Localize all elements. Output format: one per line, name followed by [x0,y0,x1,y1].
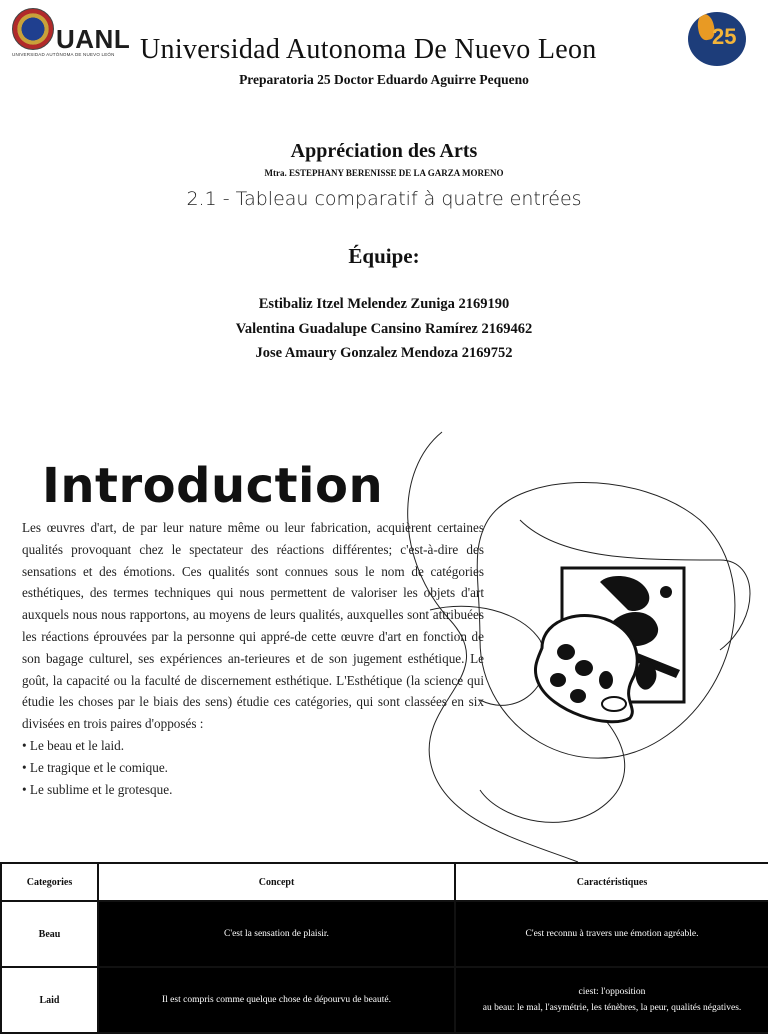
characteristics-cell: C'est reconnu à travers une émotion agréable. [455,901,768,967]
table-row [1,967,768,1033]
uanl-logo-text: UANL [56,24,131,54]
concept-cell: Il est compris comme quelque chose de dépourvu de beauté. [98,967,455,1033]
team-member: Estibaliz Itzel Melendez Zuniga 2169190 [258,296,510,312]
comparison-table [0,862,768,1034]
team-members [0,292,768,366]
list-item: • Le sublime et le grotesque. [22,779,484,801]
category-cell: Laid [1,967,98,1033]
teacher-name: Mtra. ESTEPHANY BERENISSE DE LA GARZA MORENO [264,168,504,178]
characteristics-cell: ciest: l'opposition au beau: le mal, l'asymétrie, les ténèbres, la peur, qualités négatives. [455,967,768,1033]
uanl-logo-subtitle: UNIVERSIDAD AUTÓNOMA DE NUEVO LEÓN [12,52,115,57]
concept-cell: C'est la sensation de plaisir. [98,901,455,967]
course-title: Appréciation des Arts [290,140,478,162]
paint-palette-icon [530,562,702,724]
school-name: Preparatoria 25 Doctor Eduardo Aguirre Pequeno [239,72,529,87]
introduction-body [22,517,484,800]
header-characteristics: Caractéristiques [455,863,768,901]
prepa-25-number: 25 [712,24,737,49]
list-item: • Le tragique et le comique. [22,757,484,779]
uanl-logo [12,8,131,64]
table-header-row [1,863,768,901]
header-categories: Categories [1,863,98,901]
list-item: • Le beau et le laid. [22,735,484,757]
team-heading: Équipe: [348,244,420,268]
introduction-heading: Introduction [42,458,384,514]
category-cell: Beau [1,901,98,967]
team-member: Valentina Guadalupe Cansino Ramírez 2169462 [235,320,533,337]
table-row [1,901,768,967]
header-concept: Concept [98,863,455,901]
introduction-paragraph: Les œuvres d'art, de par leur nature même ou leur fabrication, acquièrent certaines qualités provoquant chez le spectateur des réactions différentes; c'est-à-dire des sensations et des émotions. Ces qualités sont connues sous le nom de catégories esthétiques, des termes techniques qui nous permettent de valoriser les objets d'art auxquels nous nous rapportons, au moyens de leurs qualités, auxquelles sont attribuées les réactions éprouvées par la personne qui appré-de cette œuvre d'art en fonction de son bagage culturel, ses expériences an-terieures et de son jugement esthétique. Le goût, la capacité ou la faculté de discernement esthétique. L'Esthétique (la science qui étudie les choses par le biais des sens) étudie ces catégories, qui sont classées en six divisées en trois paires d'opposés : [22,520,484,732]
activity-title: 2.1 - Tableau comparatif à quatre entrées [186,188,582,210]
team-member: Jose Amaury Gonzalez Mendoza 2169752 [255,345,513,361]
university-title: Universidad Autonoma De Nuevo Leon [140,34,597,65]
prepa-25-logo [688,12,746,66]
aesthetic-pairs-list [22,735,484,800]
uanl-seal-icon [12,8,54,50]
